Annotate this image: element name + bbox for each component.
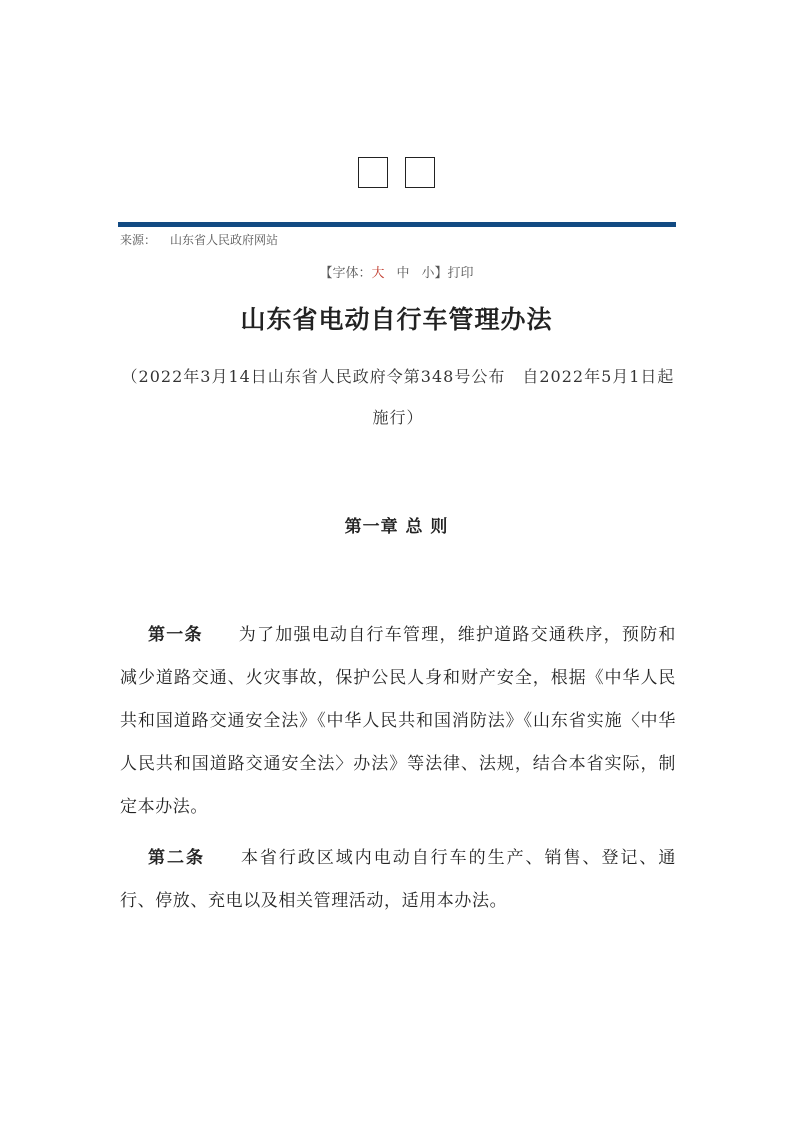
article-1 xyxy=(120,614,676,829)
source-line xyxy=(120,231,278,248)
header-divider-bar xyxy=(118,222,676,227)
font-controls-open: 【字体： xyxy=(319,266,372,281)
font-size-large-button[interactable]: 大 xyxy=(371,266,385,281)
share-icon-left[interactable] xyxy=(358,157,388,188)
font-size-medium-button[interactable]: 中 xyxy=(396,266,410,281)
print-button[interactable]: 打印 xyxy=(447,266,474,281)
article-2 xyxy=(120,837,676,923)
article-2-text: 本省行政区域内电动自行车的生产、销售、登记、通行、停放、充电以及相关管理活动，适用本办法。 xyxy=(120,848,676,911)
article-1-text: 为了加强电动自行车管理，维护道路交通秩序，预防和减少道路交通、火灾事故，保护公民人身和财产安全，根据《中华人民共和国道路交通安全法》《中华人民共和国消防法》《山东省实施〈中华人民共和国道路交通安全法〉办法》等法律、法规，结合本省实际，制定本办法。 xyxy=(120,625,676,817)
article-1-label: 第一条 xyxy=(148,625,203,645)
document-subtitle: （2022年3月14日山东省人民政府令第348号公布 自2022年5月1日起施行） xyxy=(121,367,675,427)
source-label: 来源： xyxy=(120,233,157,247)
document-title: 山东省电动自行车管理办法 xyxy=(240,305,553,334)
font-size-small-button[interactable]: 小 xyxy=(421,266,435,281)
source-value: 山东省人民政府网站 xyxy=(170,233,279,247)
article-2-label: 第二条 xyxy=(148,848,205,868)
font-size-controls xyxy=(0,262,793,281)
chapter-title: 第一章 总 则 xyxy=(344,517,449,537)
share-icon-right[interactable] xyxy=(405,157,435,188)
font-controls-close: 】 xyxy=(434,266,448,281)
